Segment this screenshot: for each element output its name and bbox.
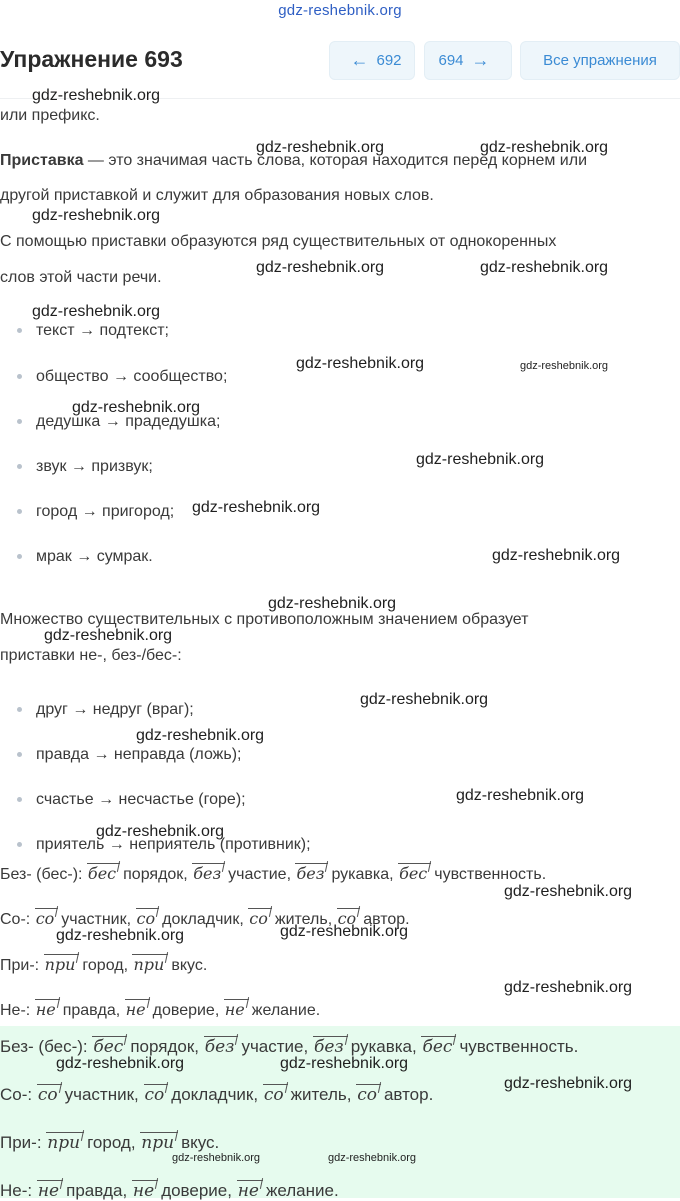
list-item: правда → неправда (ложь); bbox=[36, 746, 242, 763]
watermark: gdz-reshebnik.org bbox=[296, 355, 425, 372]
prefix-mark: со bbox=[35, 908, 59, 928]
paragraph-line: слов этой части речи. bbox=[0, 269, 162, 286]
prefix-mark: без bbox=[313, 1036, 348, 1057]
watermark: gdz-reshebnik.org bbox=[56, 1055, 185, 1072]
morph-line-so: Со-: со участник, со докладчик, со житель, со автор. bbox=[0, 909, 410, 928]
watermark: gdz-reshebnik.org bbox=[280, 923, 409, 940]
prefix-mark: без bbox=[192, 863, 225, 883]
prefix-mark: при bbox=[46, 1132, 84, 1153]
watermark: gdz-reshebnik.org bbox=[504, 883, 633, 900]
next-exercise-button[interactable] bbox=[424, 41, 512, 80]
bullet-icon bbox=[17, 797, 22, 802]
prefix-mark: со bbox=[37, 1084, 62, 1105]
watermark: gdz-reshebnik.org bbox=[480, 259, 609, 276]
prefix-mark: без bbox=[295, 863, 328, 883]
answer-line-so: Со-: со участник, со докладчик, со житель, со автор. bbox=[0, 1085, 434, 1105]
page-title: Упражнение 693 bbox=[0, 46, 183, 72]
watermark: gdz-reshebnik.org bbox=[456, 787, 585, 804]
prefix-mark: без bbox=[204, 1036, 239, 1057]
definition-line-2: другой приставкой и служит для образования новых слов. bbox=[0, 187, 434, 204]
watermark: gdz-reshebnik.org bbox=[44, 627, 173, 644]
answer-line-ne: Не-: не правда, не доверие, не желание. bbox=[0, 1181, 339, 1201]
watermark: gdz-reshebnik.org bbox=[480, 139, 609, 156]
arrow-right-icon: → bbox=[471, 50, 490, 70]
watermark: gdz-reshebnik.org bbox=[256, 139, 385, 156]
bullet-icon bbox=[17, 328, 22, 333]
watermark: gdz-reshebnik.org bbox=[416, 451, 545, 468]
prefix-mark: бес bbox=[87, 863, 120, 883]
list-item: счастье → несчастье (горе); bbox=[36, 791, 246, 808]
bullet-icon bbox=[17, 842, 22, 847]
all-exercises-label: Все упражнения bbox=[543, 52, 657, 69]
bullet-icon bbox=[17, 509, 22, 514]
watermark: gdz-reshebnik.org bbox=[96, 823, 225, 840]
watermark: gdz-reshebnik.org bbox=[280, 1055, 409, 1072]
watermark: gdz-reshebnik.org bbox=[172, 1152, 261, 1164]
watermark: gdz-reshebnik.org bbox=[72, 399, 201, 416]
bullet-icon bbox=[17, 374, 22, 379]
list-item: звук → призвук; bbox=[36, 458, 153, 475]
paragraph-line: приставки не-, без-/бес-: bbox=[0, 647, 182, 664]
morph-line-pri: При-: при город, при вкус. bbox=[0, 955, 208, 974]
site-watermark: gdz-reshebnik.org bbox=[278, 2, 402, 19]
list-item: приятель → неприятель (противник); bbox=[36, 836, 311, 853]
prefix-mark: при bbox=[44, 954, 80, 974]
watermark: gdz-reshebnik.org bbox=[328, 1152, 417, 1164]
prefix-mark: при bbox=[140, 1132, 178, 1153]
prefix-mark: со bbox=[263, 1084, 288, 1105]
bullet-icon bbox=[17, 752, 22, 757]
watermark: gdz-reshebnik.org bbox=[56, 927, 185, 944]
prev-exercise-label: 692 bbox=[376, 52, 402, 69]
watermark: gdz-reshebnik.org bbox=[32, 303, 161, 320]
prefix-mark: со bbox=[248, 908, 272, 928]
morph-line-bez: Без- (бес-): бес порядок, без участие, без рукавка, бес чувственность. bbox=[0, 864, 547, 883]
list-item: мрак → сумрак. bbox=[36, 548, 153, 565]
list-item: дедушка → прадедушка; bbox=[36, 413, 221, 430]
watermark: gdz-reshebnik.org bbox=[32, 207, 161, 224]
watermark: gdz-reshebnik.org bbox=[268, 595, 397, 612]
paragraph-line: Множество существительных с противоположным значением образует bbox=[0, 611, 529, 628]
definition-term: Приставка bbox=[0, 152, 84, 169]
watermark: gdz-reshebnik.org bbox=[32, 87, 161, 104]
prefix-mark: не bbox=[125, 999, 150, 1019]
watermark: gdz-reshebnik.org bbox=[492, 547, 621, 564]
answer-line-pri: При-: при город, при вкус. bbox=[0, 1133, 220, 1153]
prefix-mark: не bbox=[132, 1180, 158, 1201]
arrow-left-icon: ← bbox=[350, 50, 369, 70]
prefix-mark: бес bbox=[398, 863, 431, 883]
answer-line-bez: Без- (бес-): бес порядок, без участие, без рукавка, бес чувственность. bbox=[0, 1037, 579, 1057]
prefix-mark: со bbox=[337, 908, 361, 928]
bullet-icon bbox=[17, 707, 22, 712]
morph-line-ne: Не-: не правда, не доверие, не желание. bbox=[0, 1000, 321, 1019]
watermark: gdz-reshebnik.org bbox=[136, 727, 265, 744]
watermark: gdz-reshebnik.org bbox=[256, 259, 385, 276]
prefix-mark: не bbox=[237, 1180, 263, 1201]
watermark: gdz-reshebnik.org bbox=[504, 1075, 633, 1092]
prefix-mark: бес bbox=[92, 1036, 127, 1057]
next-exercise-label: 694 bbox=[438, 52, 464, 69]
prefix-mark: бес bbox=[421, 1036, 456, 1057]
prefix-mark: со bbox=[136, 908, 160, 928]
paragraph-line: С помощью приставки образуются ряд существительных от однокоренных bbox=[0, 233, 557, 250]
prefix-mark: при bbox=[132, 954, 168, 974]
bullet-icon bbox=[17, 554, 22, 559]
list-item: общество → сообщество; bbox=[36, 368, 228, 385]
text-line: или префикс. bbox=[0, 107, 100, 124]
bullet-icon bbox=[17, 464, 22, 469]
watermark: gdz-reshebnik.org bbox=[192, 499, 321, 516]
prefix-mark: не bbox=[37, 1180, 63, 1201]
list-item: текст → подтекст; bbox=[36, 322, 169, 339]
definition-text: — это значимая часть слова, которая находится перед корнем или bbox=[83, 152, 588, 169]
prefix-mark: не bbox=[224, 999, 249, 1019]
list-item: город → пригород; bbox=[36, 503, 175, 520]
prefix-mark: со bbox=[356, 1084, 381, 1105]
watermark: gdz-reshebnik.org bbox=[360, 691, 489, 708]
watermark: gdz-reshebnik.org bbox=[520, 360, 609, 372]
list-item: друг → недруг (враг); bbox=[36, 701, 194, 718]
watermark: gdz-reshebnik.org bbox=[504, 979, 633, 996]
bullet-icon bbox=[17, 419, 22, 424]
prefix-mark: со bbox=[144, 1084, 169, 1105]
all-exercises-button[interactable] bbox=[520, 41, 680, 80]
page-header bbox=[0, 0, 680, 99]
prefix-mark: не bbox=[35, 999, 60, 1019]
prev-exercise-button[interactable] bbox=[329, 41, 415, 80]
